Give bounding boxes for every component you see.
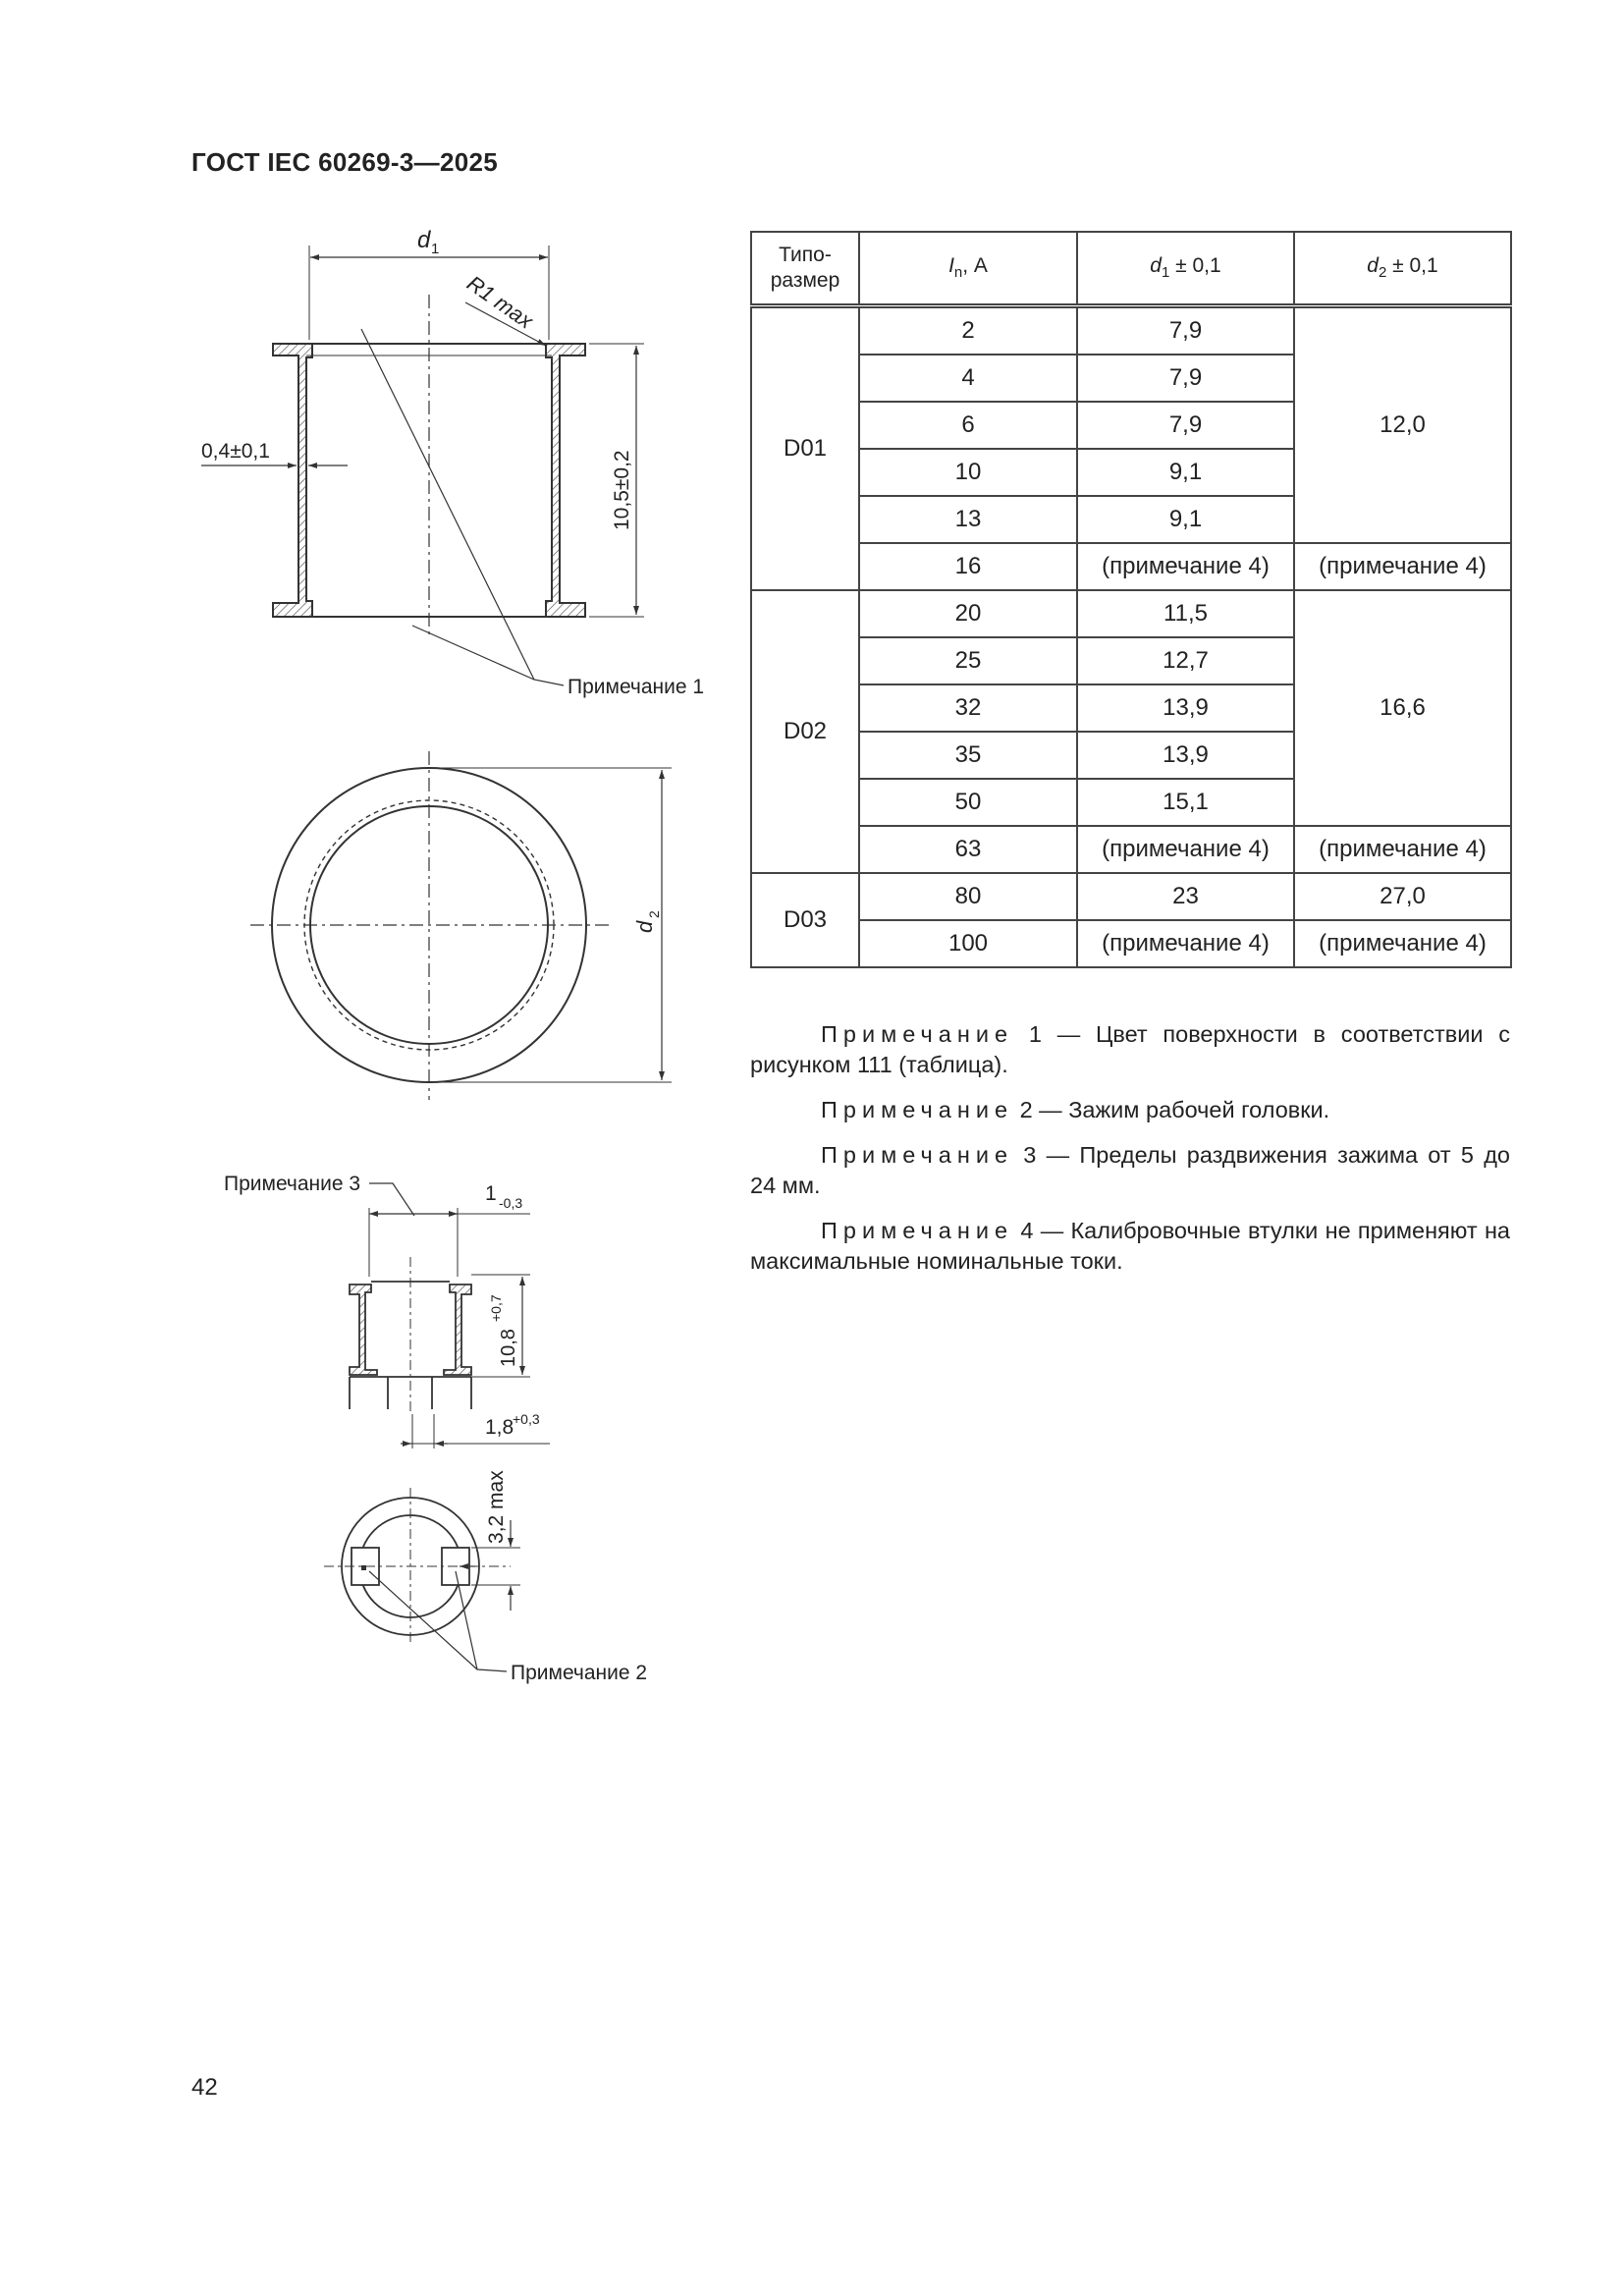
- d1-cell: 15,1: [1077, 779, 1294, 826]
- d1-cell: (примечание 4): [1077, 920, 1294, 967]
- sleeve-top-view: [250, 751, 672, 1100]
- header-d1: $d_1 \pm 0,1$: [1077, 232, 1294, 306]
- document-header: ГОСТ IEC 60269-3—2025: [191, 147, 498, 177]
- table-row: [751, 873, 1511, 920]
- d1-cell: 7,9: [1077, 306, 1294, 355]
- dim-32-label: 3,2 max: [485, 1470, 508, 1544]
- table-row: [751, 920, 1511, 967]
- d1-cell: 7,9: [1077, 355, 1294, 402]
- dim-1-tol: -0,3: [499, 1195, 523, 1211]
- dim-108-tol: +0,7: [488, 1294, 504, 1322]
- height-label: 10,5±0,2: [611, 450, 633, 530]
- rated-current-cell: 100: [859, 920, 1077, 967]
- d1-cell: (примечание 4): [1077, 826, 1294, 873]
- rated-current-cell: 10: [859, 449, 1077, 496]
- d1-cell: 9,1: [1077, 449, 1294, 496]
- d2-cell: 16,6: [1294, 590, 1511, 826]
- rated-current-cell: 63: [859, 826, 1077, 873]
- notes-section: [750, 1019, 1510, 1291]
- note-2: Примечание 2 — Зажим рабочей головки.: [821, 1097, 1330, 1122]
- type-cell: D02: [751, 590, 859, 873]
- rated-current-cell: 6: [859, 402, 1077, 449]
- d1-cell: 23: [1077, 873, 1294, 920]
- d2-cell: 12,0: [1294, 306, 1511, 544]
- table-row: [751, 306, 1511, 355]
- rated-current-cell: 16: [859, 543, 1077, 590]
- sleeve-dimensions-table: [750, 231, 1512, 968]
- table-row: [751, 590, 1511, 637]
- note-4: Примечание 4 — Калибровочные втулки не применяют на максимальные номинальные токи.: [750, 1218, 1510, 1274]
- dim-18-label: 1,8: [485, 1416, 514, 1439]
- d2-label: d: [632, 920, 657, 933]
- d1-cell: 9,1: [1077, 496, 1294, 543]
- note2-callout: Примечание 2: [511, 1662, 648, 1684]
- wall-thickness-label: 0,4±0,1: [201, 440, 270, 463]
- rated-current-cell: 20: [859, 590, 1077, 637]
- r1-label: R1 max: [462, 270, 538, 334]
- page-number: 42: [191, 2074, 218, 2101]
- d1-cell: (примечание 4): [1077, 543, 1294, 590]
- d2-cell: 27,0: [1294, 873, 1511, 920]
- note-3: Примечание 3 — Пределы раздвижения зажима от 5 до 24 мм.: [750, 1142, 1510, 1198]
- note3-callout: Примечание 3: [224, 1173, 361, 1195]
- d1-label: d: [417, 227, 431, 253]
- type-cell: D03: [751, 873, 859, 967]
- dim-1-label: 1: [485, 1182, 497, 1205]
- rated-current-cell: 2: [859, 306, 1077, 355]
- rated-current-cell: 80: [859, 873, 1077, 920]
- rated-current-cell: 35: [859, 732, 1077, 779]
- d1-cell: 13,9: [1077, 684, 1294, 732]
- header-d2: $d_2 \pm 0,1$: [1294, 232, 1511, 306]
- rated-current-cell: 25: [859, 637, 1077, 684]
- header-rated-current: $I_n$, А: [859, 232, 1077, 306]
- d2-label-sub: 2: [646, 910, 662, 918]
- d1-cell: 13,9: [1077, 732, 1294, 779]
- note-1: Примечание 1 — Цвет поверхности в соответствии с рисунком 111 (таблица).: [750, 1021, 1511, 1077]
- d2-cell: (примечание 4): [1294, 920, 1511, 967]
- header-type: Типо- размер: [751, 232, 859, 306]
- type-cell: D01: [751, 306, 859, 591]
- d1-cell: 12,7: [1077, 637, 1294, 684]
- rated-current-cell: 4: [859, 355, 1077, 402]
- rated-current-cell: 13: [859, 496, 1077, 543]
- d1-cell: 7,9: [1077, 402, 1294, 449]
- d1-cell: 11,5: [1077, 590, 1294, 637]
- table-row: [751, 543, 1511, 590]
- d1-label-sub: 1: [431, 241, 440, 257]
- dim-18-tol: +0,3: [513, 1411, 540, 1427]
- table-header-row: [751, 232, 1511, 306]
- technical-drawing: [0, 0, 746, 1728]
- rated-current-cell: 50: [859, 779, 1077, 826]
- table-row: [751, 826, 1511, 873]
- dim-108-label: 10,8: [498, 1329, 519, 1367]
- note1-callout: Примечание 1: [568, 676, 705, 698]
- rated-current-cell: 32: [859, 684, 1077, 732]
- d2-cell: (примечание 4): [1294, 826, 1511, 873]
- d2-cell: (примечание 4): [1294, 543, 1511, 590]
